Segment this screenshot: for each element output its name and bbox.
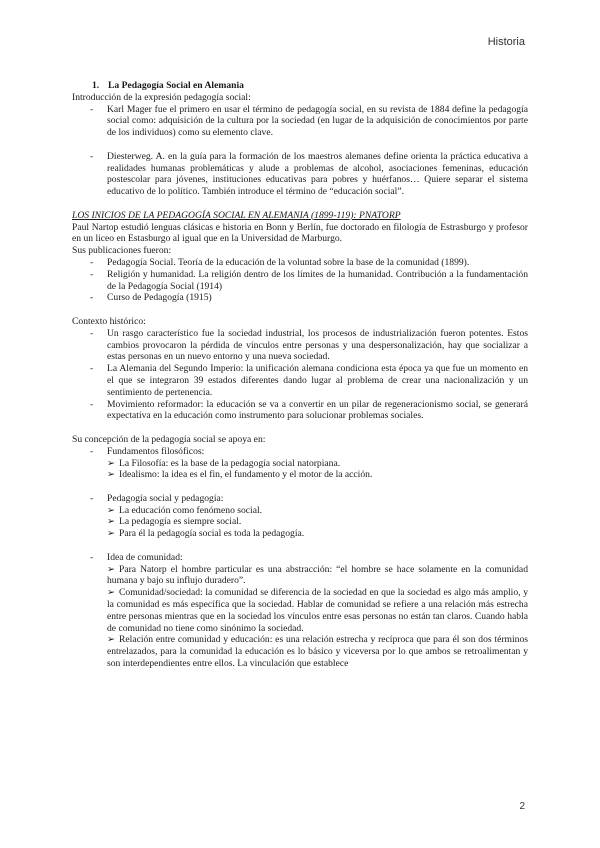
arrow-icon: ➢ (107, 528, 116, 540)
context-label: Contexto histórico: (72, 315, 146, 327)
arrow-item: ➢ Para él la pedagogía social es toda la pedagogía. (107, 528, 305, 540)
list-item: - Un rasgo característico fue la sociedad industrial, los procesos de industrialización fueron potentes. Estos cambios provocaron la pérdida de vínculos entre personas y una despersonalización, hay que socializar a estas personas en un nuevo entorno y una nueva sociedad. (90, 327, 528, 363)
page-header: Historia (487, 36, 525, 48)
arrow-item: ➢ La pedagogía es siempre social. (107, 516, 242, 528)
arrow-item: ➢ Idealismo: la idea es el fin, el fundamento y el motor de la acción. (107, 469, 373, 481)
arrow-icon: ➢ (107, 634, 116, 646)
document-body (72, 80, 528, 670)
arrow-icon: ➢ (107, 516, 116, 528)
intro-line: Introducción de la expresión pedagogía social: (72, 91, 251, 103)
list-item: - Curso de Pedagogía (1915) (90, 292, 212, 304)
list-item: - La Alemania del Segundo Imperio: la unificación alemana condiciona esta época ya que fue un momento en el que se integraron 39 estados diferentes dando lugar al problema de crear una nacionalización y un sentimiento de pertenencia. (90, 363, 528, 398)
arrow-item: ➢ La Filosofía: es la base de la pedagogía social natorpiana. (107, 457, 341, 469)
list-item: - Religión y humanidad. La religión dentro de los límites de la humanidad. Contribución a la fundamentación de la Pedagogía Social (1914) (90, 268, 528, 292)
list-item: - Idea de comunidad: (90, 551, 183, 563)
arrow-icon: ➢ (107, 563, 116, 575)
arrow-paragraph: ➢ Comunidad/sociedad: la comunidad se diferencia de la sociedad en que la sociedad es algo más amplio, y la comunidad es más específica que la sociedad. Hablar de comunidad se refiere a una relación más estrecha entre personas mientras que en la sociedad los vínculos entre esas personas no están tan claros. Cuando habla de comunidad no tiene como sinónimo la sociedad. (107, 587, 528, 634)
list-item: - Movimiento reformador: la educación se va a convertir en un pilar de regeneracionismo social, se generará expectativa en la educación como instrumento para solucionar problemas sociales. (90, 398, 528, 422)
arrow-paragraph: ➢ Relación entre comunidad y educación: es una relación estrecha y recíproca que para él son dos términos entrelazados, para la comunidad la educación es lo básico y viceversa por lo que ambos se retroalimentan y son interdependientes entre ellos. La vinculación que establece (107, 634, 528, 670)
list-item: - Diesterweg. A. en la guía para la formación de los maestros alemanes define orienta la práctica educativa a realidades humanas problemáticas y alude a problemas de alcohol, asociaciones femeninas, educación postescolar para jóvenes, instituciones educativas para pobres y huérfanos… Quiere separar el sistema educativo de lo político. También introduce el término de “educación social”. (90, 150, 528, 198)
list-item: - Pedagogía Social. Teoría de la educación de la voluntad sobre la base de la comunidad (1899). (90, 256, 470, 268)
concept-label: Su concepción de la pedagogía social se apoya en: (72, 433, 266, 445)
page-number: 2 (519, 801, 525, 812)
arrow-icon: ➢ (107, 457, 116, 469)
list-item: - Karl Mager fue el primero en usar el término de pedagogía social, en su revista de 1884 define la pedagogía social como: adquisición de la cultura por la sociedad (en lugar de la adquisición de conocimientos por parte de los individuos) como su elemento clave. (90, 103, 528, 139)
bio-paragraph: Paul Nartop estudió lenguas clásicas e historia en Bonn y Berlín, fue doctorado en filología de Estrasburgo y profesor en un liceo en Estasburgo al igual que en la Universidad de Marburgo. (72, 221, 528, 245)
subsection-heading: LOS INICIOS DE LA PEDAGOGÍA SOCIAL EN ALEMANIA (1899-119): PNATORP (72, 209, 401, 221)
list-item: - Pedagogía social y pedagogía: (90, 492, 224, 504)
arrow-paragraph: ➢ Para Natorp el hombre particular es una abstracción: “el hombre se hace solamente en la comunidad humana y bajo su influjo duradero”. (107, 563, 528, 587)
section-title: 1. La Pedagogía Social en Alemania (92, 80, 244, 91)
arrow-item: ➢ La educación como fenómeno social. (107, 504, 263, 516)
arrow-icon: ➢ (107, 587, 116, 599)
publications-label: Sus publicaciones fueron: (72, 245, 172, 257)
arrow-icon: ➢ (107, 469, 116, 481)
arrow-icon: ➢ (107, 504, 116, 516)
list-item: - Fundamentos filosóficos: (90, 445, 205, 457)
